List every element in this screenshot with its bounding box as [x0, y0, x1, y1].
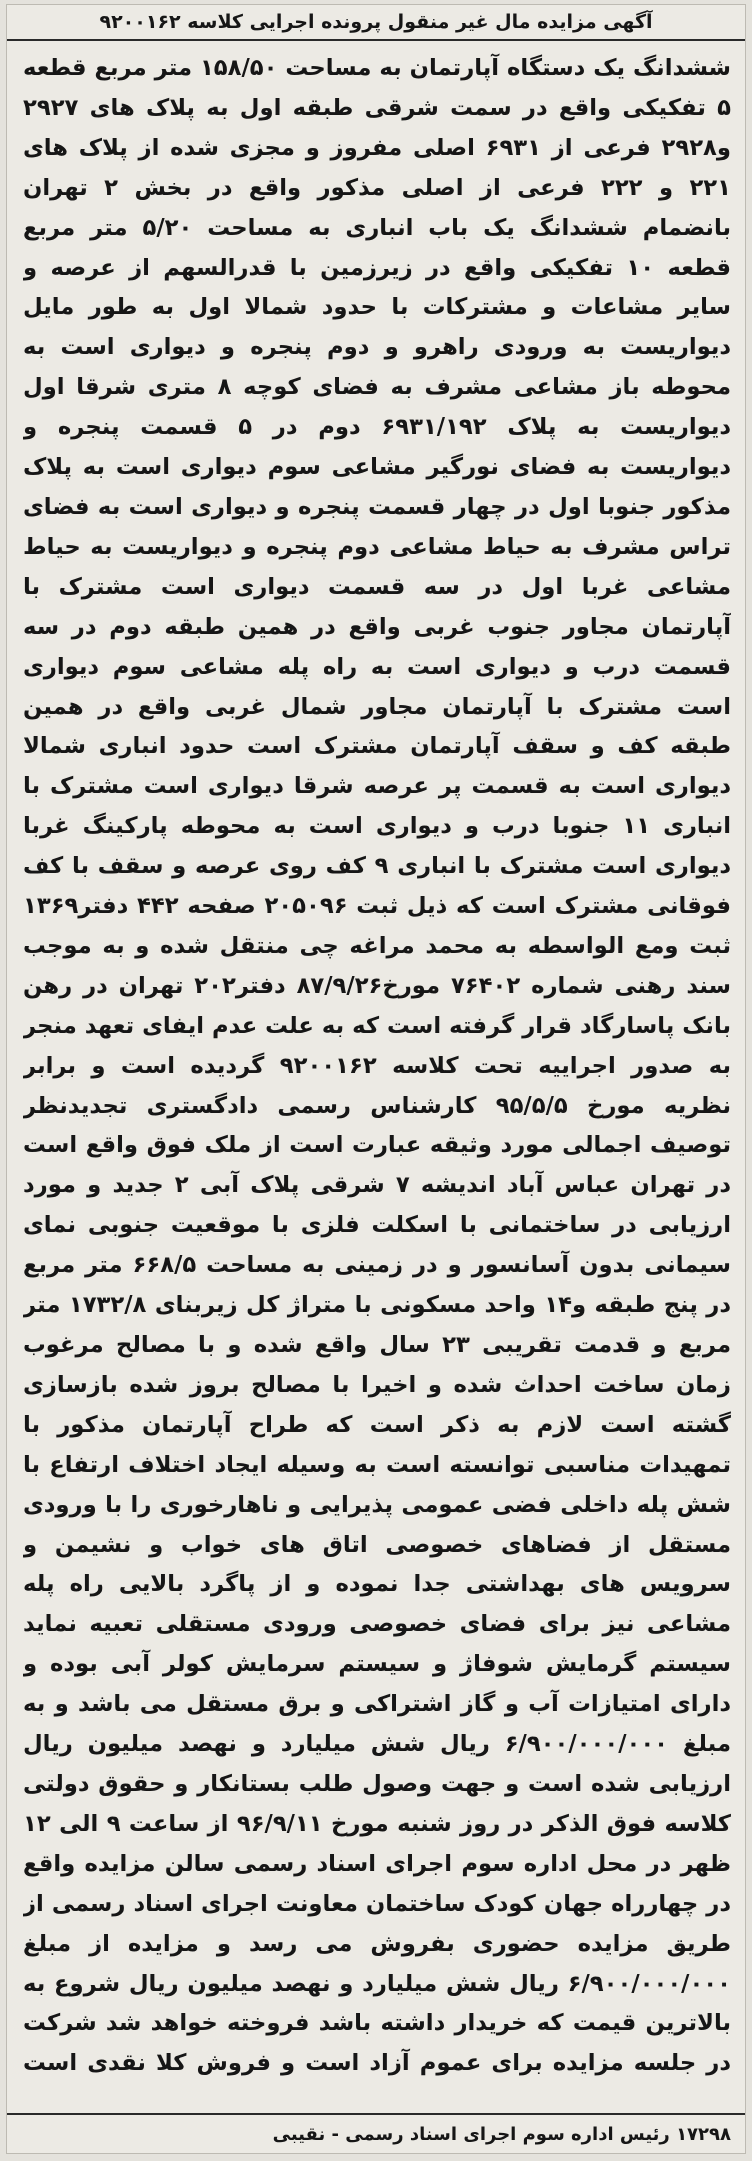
- signature-line: ۱۷۲۹۸ رئیس اداره سوم اجرای اسناد رسمی - نقیبی: [272, 2123, 731, 2145]
- notice-title: آگهی مزایده مال غیر منقول پرونده اجرایی کلاسه ۹۲۰۰۱۶۲: [99, 11, 653, 33]
- notice-page: [6, 4, 746, 2154]
- notice-header: [7, 5, 745, 41]
- notice-footer: [7, 2113, 745, 2153]
- notice-paragraph: ششدانگ یک دستگاه آپارتمان به مساحت ۱۵۸/۵۰ متر مربع قطعه ۵ تفکیکی واقع در سمت شرقی طبقه اول به پلاک های ۲۹۲۷ و۲۹۲۸ فرعی از ۶۹۳۱ اصلی مفروز و مجزی شده از پلاک های ۲۲۱ و ۲۲۲ فرعی از اصلی مذکور واقع در بخش ۲ تهران بانضمام ششدانگ یک باب انباری به مساحت ۵/۲۰ متر مربع قطعه ۱۰ تفکیکی واقع در زیرزمین با قدرالسهم از عرصه و سایر مشاعات و مشترکات با حدود شمالا اول به طور مایل دیواریست به ورودی راهرو و دوم پنجره و دیواری است به محوطه باز مشاعی مشرف به فضای کوچه ۸ متری شرقا اول دیواریست به پلاک ۶۹۳۱/۱۹۲ دوم در ۵ قسمت پنجره و دیواریست به فضای نورگیر مشاعی سوم دیواری است به پلاک مذکور جنوبا اول در چهار قسمت پنجره و دیواری است به فضای تراس مشرف به حیاط مشاعی دوم پنجره و دیواریست به حیاط مشاعی غربا اول در سه قسمت دیواری است مشترک با آپارتمان مجاور جنوب غربی واقع در همین طبقه دوم در سه قسمت درب و دیواری است به راه پله مشاعی سوم دیواری است مشترک با آپارتمان مجاور شمال غربی واقع در همین طبقه کف و سقف آپارتمان مشترک است حدود انباری شمالا دیواری است به قسمت پر عرصه شرقا دیواری است مشترک با انباری ۱۱ جنوبا درب و دیواری است به محوطه پارکینگ غربا دیواری است مشترک با انباری ۹ کف روی عرصه و سقف با کف فوقانی مشترک است که ذیل ثبت ۲۰۵۰۹۶ صفحه ۴۴۲ دفتر۱۳۶۹ ثبت ومع الواسطه به محمد مراغه چی منتقل شده و به موجب سند رهنی شماره ۷۶۴۰۲ مورخ۸۷/۹/۲۶ دفتر۲۰۲ تهران در رهن بانک پاسارگاد قرار گرفته است که به علت عدم ایفای تعهد منجر به صدور اجراییه تحت کلاسه ۹۲۰۰۱۶۲ گردیده است و برابر نظریه مورخ ۹۵/۵/۵ کارشناس رسمی دادگستری تجدیدنظر توصیف اجمالی مورد وثیقه عبارت است از ملک فوق واقع است در تهران عباس آباد اندیشه ۷ شرقی پلاک آبی ۲ جدید و مورد ارزیابی در ساختمانی با اسکلت فلزی با موقعیت جنوبی نمای سیمانی بدون آسانسور و در زمینی به مساحت ۶۶۸/۵ متر مربع در پنج طبقه و۱۴ واحد مسکونی با متراژ کل زیربنای ۱۷۳۲/۸ متر مربع و قدمت تقریبی ۲۳ سال واقع شده و با مصالح مرغوب زمان ساخت احداث شده و اخیرا با مصالح بروز شده بازسازی گشته است لازم به ذکر است که طراح آپارتمان مذکور با تمهیدات مناسبی توانسته است به وسیله ایجاد اختلاف ارتفاع با شش پله داخلی فضی عمومی پذیرایی و ناهارخوری را با ورودی مستقل از فضاهای خصوصی اتاق های خواب و نشیمن و سرویس های بهداشتی جدا نموده و از پاگرد بالایی راه پله مشاعی نیز برای فضای خصوصی ورودی مستقلی تعبیه نماید سیستم گرمایش شوفاژ و سیستم سرمایش کولر آبی بوده و دارای امتیازات آب و گاز اشتراکی و برق مستقل می باشد و به مبلغ ۶/۹۰۰/۰۰۰/۰۰۰ ریال شش میلیارد و نهصد میلیون ریال ارزیابی شده است و جهت وصول طلب بستانکار و حقوق دولتی کلاسه فوق الذکر در روز شنبه مورخ ۹۶/۹/۱۱ از ساعت ۹ الی ۱۲ ظهر در محل اداره سوم اجرای اسناد رسمی سالن مزایده واقع در چهارراه جهان کودک ساختمان معاونت اجرای اسناد رسمی از طریق مزایده حضوری بفروش می رسد و مزایده از مبلغ ۶/۹۰۰/۰۰۰/۰۰۰ ریال شش میلیارد و نهصد میلیون ریال شروع به بالاترین قیمت که خریدار داشته باشد فروخته خواهد شد شرکت در جلسه مزایده برای عموم آزاد است و فروش کلا نقدی است: [23, 55, 731, 2077]
- notice-body: [23, 49, 731, 2089]
